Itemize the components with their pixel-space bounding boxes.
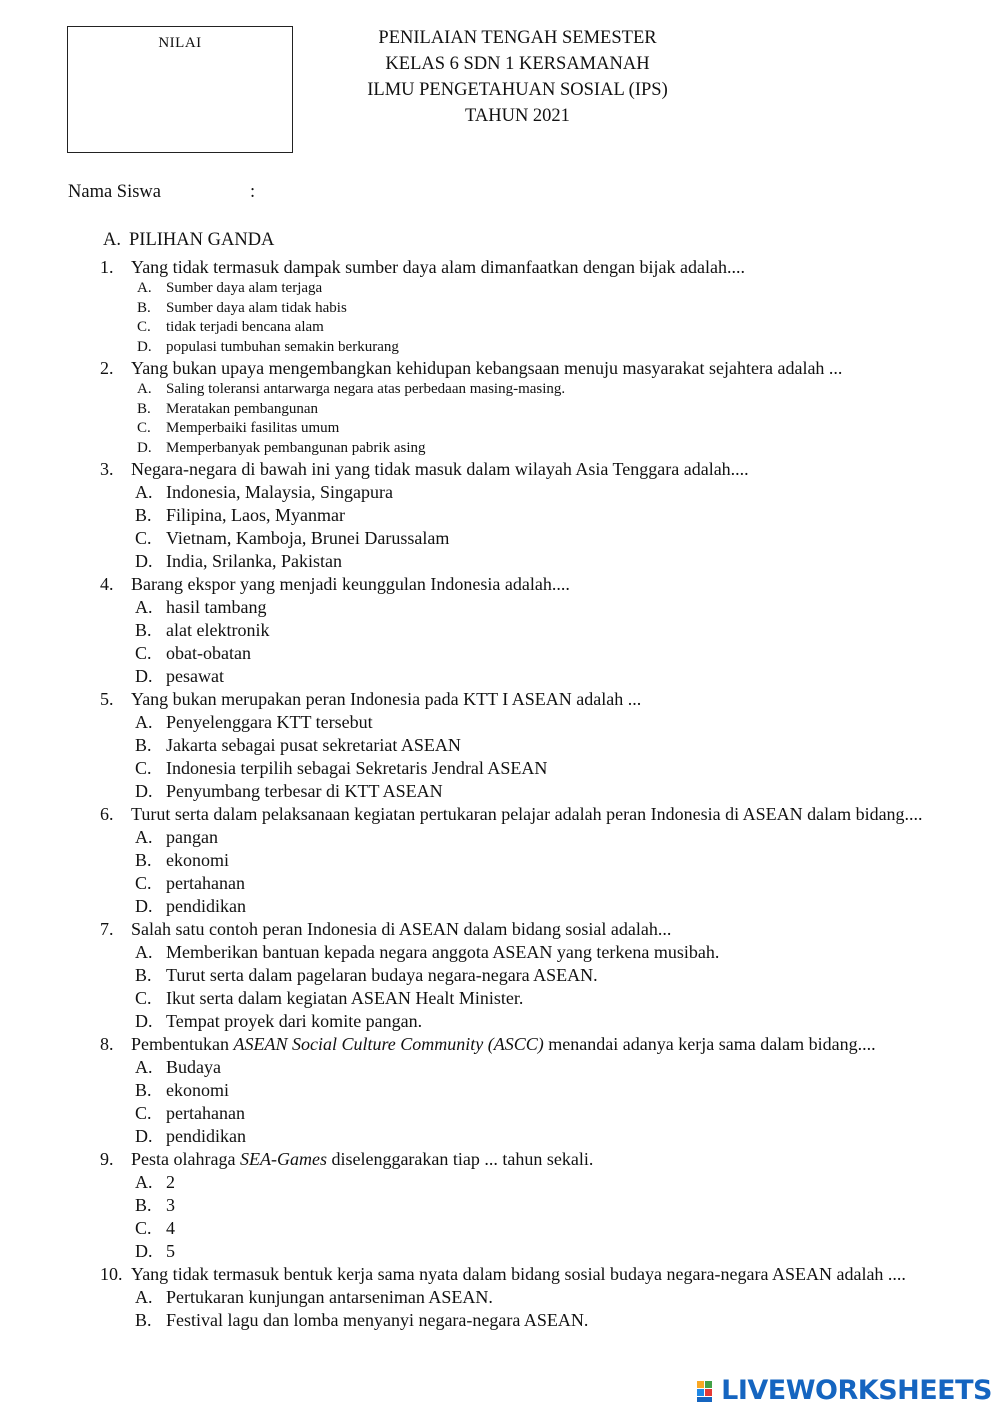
section-name: PILIHAN GANDA [129, 230, 275, 250]
answer-option[interactable] [135, 849, 950, 872]
question-text: Yang tidak termasuk bentuk kerja sama nyata dalam bidang sosial budaya negara-negara ASEAN adalah .... [131, 1264, 906, 1284]
option-letter: A. [135, 597, 153, 617]
option-text: Memperbaiki fasilitas umum [166, 420, 340, 436]
option-text: Saling toleransi antarwarga negara atas perbedaan masing-masing. [166, 381, 566, 397]
option-text: Turut serta dalam pagelaran budaya negara-negara ASEAN. [166, 965, 598, 985]
question-5 [100, 688, 950, 803]
student-name-label: Nama Siswa [68, 182, 161, 202]
answer-option[interactable] [135, 895, 950, 918]
option-letter: B. [135, 850, 152, 870]
question-number: 6. [100, 804, 114, 824]
answer-option[interactable] [135, 439, 950, 459]
answer-option[interactable] [135, 481, 950, 504]
answer-options [100, 279, 950, 357]
option-letter: A. [135, 942, 153, 962]
option-text: Budaya [166, 1057, 221, 1077]
option-letter: A. [135, 482, 153, 502]
question-text-row [100, 458, 950, 481]
option-letter: C. [137, 420, 151, 436]
question-1 [100, 256, 950, 357]
option-text: pertahanan [166, 873, 245, 893]
question-7 [100, 918, 950, 1033]
liveworksheets-logo [696, 1375, 992, 1406]
answer-option[interactable] [135, 419, 950, 439]
answer-option[interactable] [135, 780, 950, 803]
option-text: Sumber daya alam terjaga [166, 280, 323, 296]
student-name-colon: : [250, 182, 256, 202]
option-text: alat elektronik [166, 620, 270, 640]
question-6 [100, 803, 950, 918]
section-letter: A. [103, 230, 121, 250]
answer-option[interactable] [135, 757, 950, 780]
question-text-row [100, 688, 950, 711]
answer-option[interactable] [135, 299, 950, 319]
answer-option[interactable] [135, 826, 950, 849]
option-text: Jakarta sebagai pusat sekretariat ASEAN [166, 735, 461, 755]
question-8 [100, 1033, 950, 1148]
question-number: 7. [100, 919, 114, 939]
score-label: NILAI [158, 35, 202, 51]
answer-option[interactable] [135, 711, 950, 734]
answer-options [100, 596, 950, 688]
option-text: Ikut serta dalam kegiatan ASEAN Healt Minister. [166, 988, 524, 1008]
option-text: pangan [166, 827, 218, 847]
answer-option[interactable] [135, 527, 950, 550]
question-number: 4. [100, 574, 114, 594]
question-number: 3. [100, 459, 114, 479]
answer-option[interactable] [135, 380, 950, 400]
answer-options [100, 1171, 950, 1263]
option-text: India, Srilanka, Pakistan [166, 551, 342, 571]
question-text-row [100, 1263, 950, 1286]
student-name-row [68, 182, 256, 203]
answer-options [100, 826, 950, 918]
answer-options [100, 1286, 950, 1332]
answer-options [100, 711, 950, 803]
question-number: 5. [100, 689, 114, 709]
option-text: Filipina, Laos, Myanmar [166, 505, 345, 525]
question-text: Salah satu contoh peran Indonesia di ASEAN dalam bidang sosial adalah... [131, 919, 672, 939]
question-number: 2. [100, 358, 114, 378]
option-letter: D. [135, 1126, 153, 1146]
answer-option[interactable] [135, 1010, 950, 1033]
answer-option[interactable] [135, 1171, 950, 1194]
section-title [103, 230, 274, 251]
question-text-row [100, 918, 950, 941]
option-letter: B. [135, 965, 152, 985]
question-10 [100, 1263, 950, 1332]
question-9 [100, 1148, 950, 1263]
answer-option[interactable] [135, 1125, 950, 1148]
question-text: Yang bukan upaya mengembangkan kehidupan kebangsaan menuju masyarakat sejahtera adalah ... [131, 358, 843, 378]
answer-option[interactable] [135, 400, 950, 420]
option-text: Sumber daya alam tidak habis [166, 299, 347, 316]
option-letter: D. [135, 1011, 153, 1031]
option-text: populasi tumbuhan semakin berkurang [166, 338, 399, 355]
question-2 [100, 357, 950, 458]
option-text: Pertukaran kunjungan antarseniman ASEAN. [166, 1287, 493, 1307]
header-subject: ILMU PENGETAHUAN SOSIAL (IPS) [367, 80, 668, 100]
option-letter: D. [137, 439, 152, 456]
option-letter: C. [135, 873, 152, 893]
option-letter: A. [137, 280, 152, 296]
option-text: pertahanan [166, 1103, 245, 1123]
answer-option[interactable] [135, 1217, 950, 1240]
question-4 [100, 573, 950, 688]
answer-option[interactable] [135, 1309, 950, 1332]
question-text: Turut serta dalam pelaksanaan kegiatan pertukaran pelajar adalah peran Indonesia di ASEAN dalam bidang.... [131, 804, 923, 824]
option-text: tidak terjadi bencana alam [166, 319, 324, 335]
question-text-row [100, 573, 950, 596]
option-letter: B. [135, 1080, 152, 1100]
question-3 [100, 458, 950, 573]
option-letter: B. [137, 299, 151, 316]
question-text-italic: ASEAN Social Culture Community (ASCC) [233, 1034, 544, 1054]
option-letter: A. [137, 381, 152, 397]
question-text: Negara-negara di bawah ini yang tidak masuk dalam wilayah Asia Tenggara adalah.... [131, 459, 749, 479]
question-text: Pesta olahraga [131, 1149, 240, 1169]
answer-option[interactable] [135, 872, 950, 895]
answer-option[interactable] [135, 1079, 950, 1102]
question-text-italic: SEA-Games [239, 1149, 327, 1169]
question-text: Pembentukan [131, 1034, 234, 1054]
answer-option[interactable] [135, 964, 950, 987]
option-text: 2 [166, 1172, 175, 1192]
option-letter: C. [135, 1103, 152, 1123]
question-text: Yang bukan merupakan peran Indonesia pada KTT I ASEAN adalah ... [131, 689, 642, 709]
option-letter: A. [135, 827, 153, 847]
option-text: Vietnam, Kamboja, Brunei Darussalam [166, 528, 450, 548]
option-letter: D. [135, 551, 153, 571]
exam-header [330, 25, 705, 129]
option-letter: C. [135, 1218, 152, 1238]
answer-option[interactable] [135, 665, 950, 688]
question-text-row [100, 1033, 950, 1056]
option-letter: C. [135, 758, 152, 778]
question-number: 8. [100, 1034, 114, 1054]
option-text: ekonomi [166, 850, 229, 870]
liveworksheets-logo-icon [696, 1377, 718, 1405]
option-text: 5 [166, 1241, 175, 1261]
answer-option[interactable] [135, 987, 950, 1010]
option-letter: C. [137, 319, 151, 335]
answer-options [100, 941, 950, 1033]
question-text-row [100, 256, 950, 279]
option-letter: D. [135, 1241, 153, 1261]
answer-option[interactable] [135, 504, 950, 527]
score-box [67, 26, 293, 153]
option-text: 3 [166, 1195, 175, 1215]
option-text: Penyelenggara KTT tersebut [166, 712, 373, 732]
option-letter: D. [137, 338, 152, 355]
option-text: 4 [166, 1218, 175, 1238]
option-text: Memberikan bantuan kepada negara anggota ASEAN yang terkena musibah. [166, 942, 720, 962]
answer-option[interactable] [135, 1194, 950, 1217]
question-text-row [100, 357, 950, 380]
option-text: Indonesia, Malaysia, Singapura [166, 482, 393, 502]
option-letter: D. [135, 896, 153, 916]
answer-option[interactable] [135, 1056, 950, 1079]
question-text-row [100, 803, 950, 826]
answer-option[interactable] [135, 550, 950, 573]
question-number: 1. [100, 257, 114, 277]
option-text: pendidikan [166, 896, 246, 916]
option-letter: A. [135, 712, 153, 732]
option-text: pendidikan [166, 1126, 246, 1146]
option-letter: D. [135, 781, 153, 801]
option-letter: A. [135, 1172, 153, 1192]
option-letter: B. [135, 735, 152, 755]
option-letter: B. [135, 505, 152, 525]
answer-option[interactable] [135, 642, 950, 665]
question-text: Yang tidak termasuk dampak sumber daya alam dimanfaatkan dengan bijak adalah.... [131, 257, 745, 277]
answer-option[interactable] [135, 941, 950, 964]
answer-option[interactable] [135, 338, 950, 358]
option-letter: C. [135, 528, 152, 548]
option-letter: B. [135, 1195, 152, 1215]
option-letter: C. [135, 643, 152, 663]
option-text: Indonesia terpilih sebagai Sekretaris Jendral ASEAN [166, 758, 548, 778]
option-text: Memperbanyak pembangunan pabrik asing [166, 439, 426, 456]
answer-options [100, 1056, 950, 1148]
option-text: Meratakan pembangunan [166, 400, 319, 417]
option-letter: B. [135, 620, 152, 640]
answer-option[interactable] [135, 1102, 950, 1125]
header-year: TAHUN 2021 [465, 106, 570, 126]
question-text-row [100, 1148, 950, 1171]
option-text: pesawat [166, 666, 224, 686]
option-letter: A. [135, 1287, 153, 1307]
question-text-rest: diselenggarakan tiap ... tahun sekali. [326, 1149, 594, 1169]
answer-option[interactable] [135, 1240, 950, 1263]
option-text: ekonomi [166, 1080, 229, 1100]
answer-option[interactable] [135, 318, 950, 338]
question-list [100, 256, 950, 1332]
answer-option[interactable] [135, 734, 950, 757]
question-number: 10. [100, 1264, 123, 1284]
answer-options [100, 380, 950, 458]
header-class: KELAS 6 SDN 1 KERSAMANAH [385, 54, 650, 74]
option-text: obat-obatan [166, 643, 251, 663]
option-letter: C. [135, 988, 152, 1008]
option-letter: D. [135, 666, 153, 686]
option-text: Penyumbang terbesar di KTT ASEAN [166, 781, 443, 801]
option-letter: A. [135, 1057, 153, 1077]
answer-option[interactable] [135, 596, 950, 619]
option-text: hasil tambang [166, 597, 267, 617]
option-text: Tempat proyek dari komite pangan. [166, 1011, 423, 1031]
option-letter: B. [135, 1310, 152, 1330]
question-number: 9. [100, 1149, 114, 1169]
question-text: Barang ekspor yang menjadi keunggulan Indonesia adalah.... [131, 574, 570, 594]
header-title: PENILAIAN TENGAH SEMESTER [378, 28, 657, 48]
answer-option[interactable] [135, 279, 950, 299]
liveworksheets-logo-text: LIVEWORKSHEETS [721, 1375, 992, 1406]
answer-option[interactable] [135, 1286, 950, 1309]
answer-options [100, 481, 950, 573]
question-text-rest: menandai adanya kerja sama dalam bidang.... [543, 1034, 876, 1054]
option-letter: B. [137, 400, 151, 417]
option-text: Festival lagu dan lomba menyanyi negara-negara ASEAN. [166, 1310, 589, 1330]
answer-option[interactable] [135, 619, 950, 642]
